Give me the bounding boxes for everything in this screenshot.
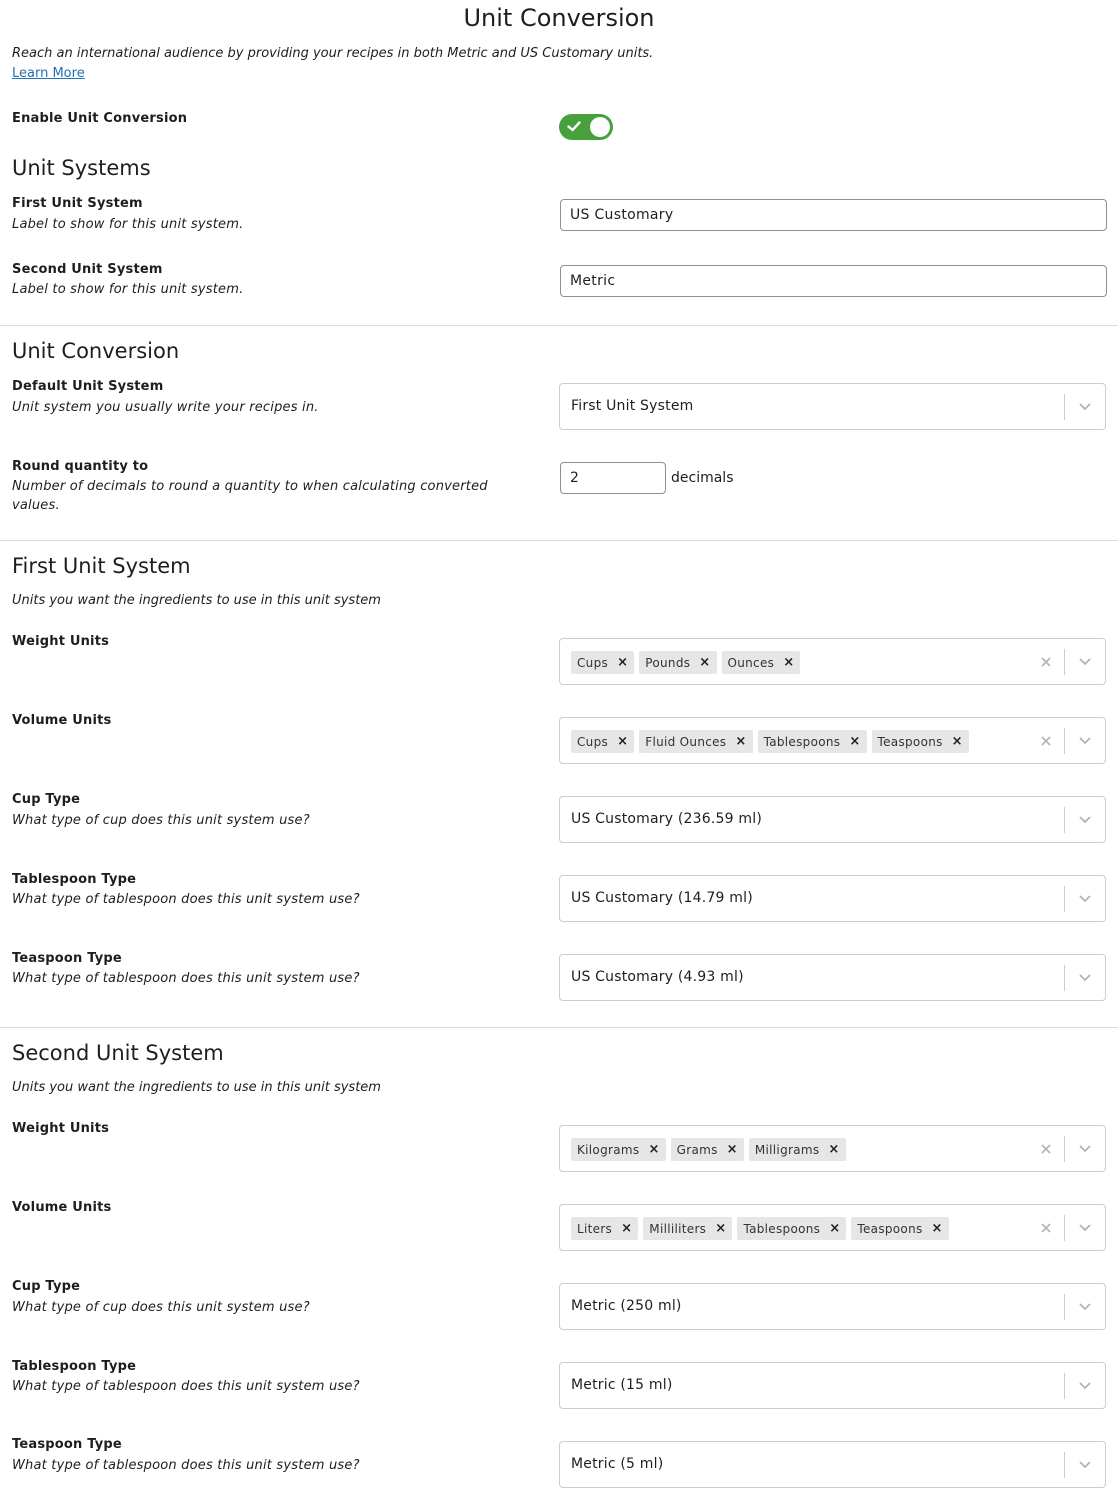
unit-chip [571,1138,666,1161]
divider [0,540,1118,541]
unit-chip [758,730,867,753]
first-unit-system-label: First Unit System [12,196,143,211]
chip-remove-icon[interactable]: × [735,734,747,749]
select-separator [1064,1452,1065,1478]
chip-label: Ounces [727,655,775,670]
second-teaspoon-type-select[interactable] [559,1441,1106,1488]
chip-remove-icon[interactable]: × [617,734,629,749]
chip-label: Liters [577,1221,613,1236]
chevron-down-icon[interactable] [1077,734,1093,748]
chevron-down-icon[interactable] [1077,813,1093,827]
select-separator [1064,1136,1065,1162]
second-teaspoon-type-desc: What type of tablespoon does this unit system use? [12,1458,360,1473]
second-tablespoon-type-desc: What type of tablespoon does this unit system use? [12,1379,360,1394]
second-unit-system-heading: Second Unit System [12,1041,224,1065]
first-tablespoon-type-label: Tablespoon Type [12,872,137,887]
first-cup-type-desc: What type of cup does this unit system use? [12,813,310,828]
default-unit-system-select[interactable] [559,383,1106,430]
first-unit-system-desc: Label to show for this unit system. [12,217,244,232]
first-tablespoon-type-select[interactable] [559,875,1106,922]
learn-more-link[interactable]: Learn More [12,66,85,81]
chip-remove-icon[interactable]: × [931,1221,943,1236]
first-weight-units-label: Weight Units [12,634,110,649]
unit-chip [643,1217,732,1240]
select-separator [1064,649,1065,675]
chevron-down-icon[interactable] [1077,971,1093,985]
close-icon[interactable] [1039,655,1053,669]
select-separator [1064,1373,1065,1399]
enable-unit-conversion-toggle[interactable] [559,114,613,140]
chip-remove-icon[interactable]: × [726,1142,738,1157]
chip-label: Fluid Ounces [645,734,727,749]
second-volume-units-label: Volume Units [12,1200,112,1215]
chevron-down-icon[interactable] [1077,1300,1093,1314]
default-unit-system-label: Default Unit System [12,379,164,394]
unit-chip [671,1138,744,1161]
first-unit-system-heading: First Unit System [12,554,191,578]
unit-conversion-heading: Unit Conversion [12,339,180,363]
select-value: Metric (15 ml) [571,1377,673,1393]
first-teaspoon-type-desc: What type of tablespoon does this unit system use? [12,971,360,986]
second-unit-system-subtitle: Units you want the ingredients to use in this unit system [12,1080,381,1095]
unit-chip [571,1217,638,1240]
divider [0,325,1118,326]
chevron-down-icon[interactable] [1077,1221,1093,1235]
first-unit-system-input[interactable]: US Customary [560,199,1107,231]
select-separator [1064,1294,1065,1320]
chevron-down-icon[interactable] [1077,1379,1093,1393]
chip-label: Teaspoons [857,1221,923,1236]
chevron-down-icon[interactable] [1077,892,1093,906]
select-value: Metric (5 ml) [571,1456,664,1472]
chevron-down-icon[interactable] [1077,1458,1093,1472]
chip-label: Teaspoons [877,734,943,749]
chevron-down-icon[interactable] [1077,1142,1093,1156]
select-value: Metric (250 ml) [571,1298,682,1314]
unit-chip [571,730,634,753]
second-tablespoon-type-label: Tablespoon Type [12,1359,137,1374]
chip-list [571,1217,949,1240]
close-icon[interactable] [1039,1142,1053,1156]
first-tablespoon-type-desc: What type of tablespoon does this unit system use? [12,892,360,907]
select-separator [1064,728,1065,754]
select-value: First Unit System [571,398,694,414]
chip-label: Cups [577,655,609,670]
unit-chip [749,1138,846,1161]
divider [0,1027,1118,1028]
second-volume-units-multiselect[interactable] [559,1204,1106,1251]
second-teaspoon-type-label: Teaspoon Type [12,1437,122,1452]
chip-remove-icon[interactable]: × [783,655,795,670]
first-volume-units-label: Volume Units [12,713,112,728]
unit-chip [851,1217,948,1240]
second-unit-system-input[interactable]: Metric [560,265,1107,297]
default-unit-system-desc: Unit system you usually write your recipes in. [12,400,319,415]
unit-chip [639,651,716,674]
second-cup-type-label: Cup Type [12,1279,81,1294]
chip-label: Tablespoons [743,1221,821,1236]
first-volume-units-multiselect[interactable] [559,717,1106,764]
chip-remove-icon[interactable]: × [648,1142,660,1157]
chip-remove-icon[interactable]: × [828,1142,840,1157]
round-quantity-input[interactable]: 2 [560,462,666,494]
select-separator [1064,394,1065,420]
unit-chip [737,1217,846,1240]
first-weight-units-multiselect[interactable] [559,638,1106,685]
chip-remove-icon[interactable]: × [699,655,711,670]
chip-list [571,730,969,753]
select-separator [1064,886,1065,912]
chip-remove-icon[interactable]: × [715,1221,727,1236]
chevron-down-icon[interactable] [1077,400,1093,414]
select-separator [1064,807,1065,833]
second-cup-type-select[interactable] [559,1283,1106,1330]
second-tablespoon-type-select[interactable] [559,1362,1106,1409]
chip-remove-icon[interactable]: × [829,1221,841,1236]
enable-unit-conversion-label: Enable Unit Conversion [12,111,188,126]
chip-remove-icon[interactable]: × [621,1221,633,1236]
unit-systems-heading: Unit Systems [12,156,151,180]
second-unit-system-desc: Label to show for this unit system. [12,282,244,297]
unit-chip [639,730,752,753]
chip-label: Kilograms [577,1142,640,1157]
chip-label: Cups [577,734,609,749]
select-value: US Customary (4.93 ml) [571,969,744,985]
chip-remove-icon[interactable]: × [849,734,861,749]
round-quantity-label: Round quantity to [12,459,149,474]
chip-label: Milliliters [649,1221,707,1236]
first-teaspoon-type-label: Teaspoon Type [12,951,122,966]
second-cup-type-desc: What type of cup does this unit system use? [12,1300,310,1315]
page-title: Unit Conversion [463,4,655,32]
select-value: US Customary (236.59 ml) [571,811,762,827]
chip-label: Tablespoons [763,734,841,749]
unit-chip [872,730,969,753]
intro-text: Reach an international audience by providing your recipes in both Metric and US Customary units. [12,46,654,61]
first-cup-type-label: Cup Type [12,792,81,807]
chip-remove-icon[interactable]: × [617,655,629,670]
close-icon[interactable] [1039,1221,1053,1235]
decimals-suffix: decimals [671,470,734,486]
chip-remove-icon[interactable]: × [951,734,963,749]
chip-label: Pounds [645,655,691,670]
unit-chip [722,651,801,674]
chip-list [571,651,800,674]
chevron-down-icon[interactable] [1077,655,1093,669]
chip-list [571,1138,846,1161]
round-quantity-desc: Number of decimals to round a quantity to when calculating converted values. [12,479,488,513]
second-weight-units-multiselect[interactable] [559,1125,1106,1172]
second-weight-units-label: Weight Units [12,1121,110,1136]
select-value: US Customary (14.79 ml) [571,890,753,906]
unit-chip [571,651,634,674]
close-icon[interactable] [1039,734,1053,748]
first-teaspoon-type-select[interactable] [559,954,1106,1001]
select-separator [1064,965,1065,991]
first-cup-type-select[interactable] [559,796,1106,843]
chip-label: Grams [676,1142,718,1157]
select-separator [1064,1215,1065,1241]
check-icon [566,118,582,134]
toggle-knob [590,117,610,137]
second-unit-system-label: Second Unit System [12,262,163,277]
chip-label: Milligrams [754,1142,820,1157]
first-unit-system-subtitle: Units you want the ingredients to use in this unit system [12,593,381,608]
